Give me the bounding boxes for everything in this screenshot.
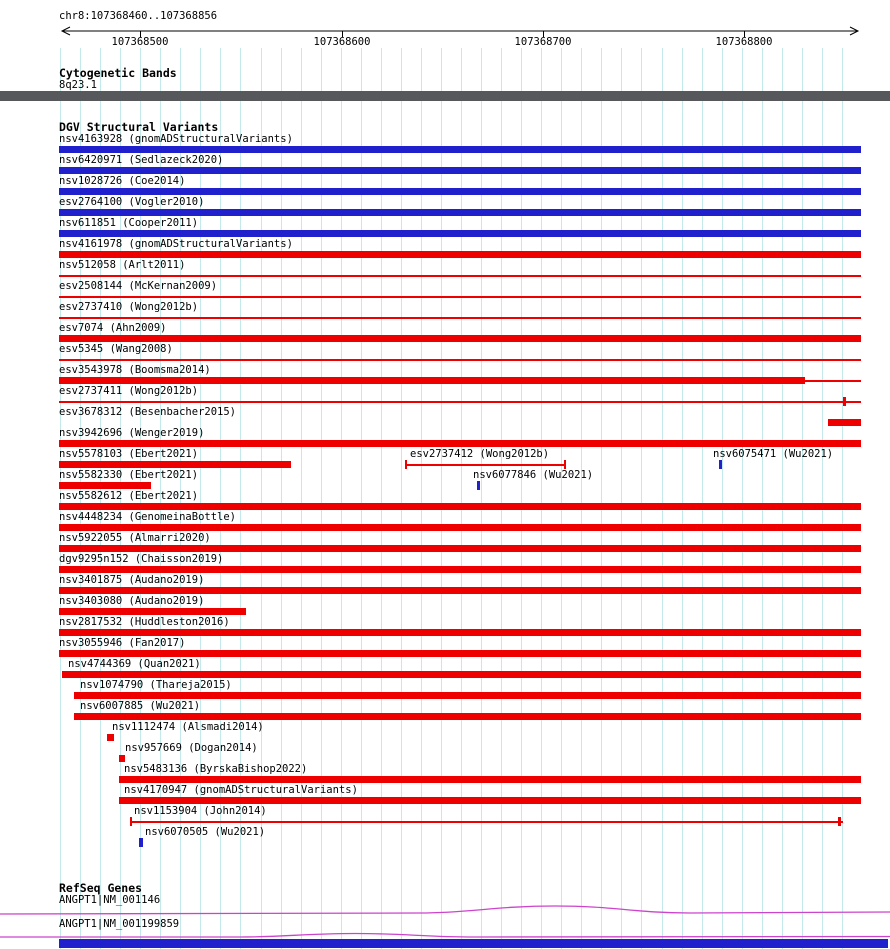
refseq-genes-heading: RefSeq Genes xyxy=(59,881,143,895)
variant-row xyxy=(0,784,890,805)
variant-label[interactable]: esv2737410 (Wong2012b) xyxy=(59,301,199,313)
variant-label[interactable]: nsv5582330 (Ebert2021) xyxy=(59,469,199,481)
variant-bar[interactable] xyxy=(805,380,861,382)
variant-label[interactable]: esv2737411 (Wong2012b) xyxy=(59,385,199,397)
variant-bar[interactable] xyxy=(59,587,861,594)
variant-row xyxy=(0,742,890,763)
variant-label[interactable]: nsv1028726 (Coe2014) xyxy=(59,175,186,187)
variant-row xyxy=(0,259,890,280)
variant-row xyxy=(0,217,890,238)
variant-row xyxy=(0,448,890,469)
variant-point-marker[interactable] xyxy=(719,460,722,469)
variant-label[interactable]: nsv1074790 (Thareja2015) xyxy=(80,679,232,691)
variant-row xyxy=(0,511,890,532)
variant-row xyxy=(0,490,890,511)
variant-row xyxy=(0,364,890,385)
variant-point-marker[interactable] xyxy=(477,481,480,490)
variant-row xyxy=(0,805,890,826)
variant-bar[interactable] xyxy=(59,566,861,573)
variant-label[interactable]: nsv1112474 (Alsmadi2014) xyxy=(112,721,264,733)
ruler-tick-label: 107368800 xyxy=(715,36,773,48)
variant-row xyxy=(0,343,890,364)
gene-track xyxy=(0,900,890,920)
variant-label[interactable]: esv2737412 (Wong2012b) xyxy=(410,448,550,460)
variant-bar[interactable] xyxy=(59,188,861,195)
variant-row xyxy=(0,385,890,406)
variant-label[interactable]: nsv5922055 (Almarri2020) xyxy=(59,532,211,544)
variant-row xyxy=(0,616,890,637)
variant-bar[interactable] xyxy=(59,296,861,298)
variant-row xyxy=(0,553,890,574)
variant-bar[interactable] xyxy=(828,419,861,426)
variant-bar[interactable] xyxy=(119,797,861,804)
gene-label: ANGPT1|NM_001199859 xyxy=(59,918,180,930)
variant-bar[interactable] xyxy=(59,524,861,531)
ruler-tick-label: 107368600 xyxy=(313,36,371,48)
variant-bar[interactable] xyxy=(59,317,861,319)
variant-label[interactable]: nsv957669 (Dogan2014) xyxy=(125,742,258,754)
variant-row xyxy=(0,637,890,658)
variant-bar[interactable] xyxy=(130,821,843,823)
variant-row xyxy=(0,574,890,595)
cytoband-bar xyxy=(0,91,890,101)
variant-label[interactable]: esv3543978 (Boomsma2014) xyxy=(59,364,211,376)
variant-row xyxy=(0,469,890,490)
variant-bar[interactable] xyxy=(107,734,114,741)
variant-label[interactable]: nsv611851 (Cooper2011) xyxy=(59,217,199,229)
variant-label[interactable]: nsv5483136 (ByrskaBishop2022) xyxy=(124,763,308,775)
variant-label[interactable]: nsv4744369 (Quan2021) xyxy=(68,658,201,670)
bottom-blue-bar[interactable] xyxy=(59,939,888,948)
variant-bar[interactable] xyxy=(59,461,291,468)
variant-label[interactable]: nsv6075471 (Wu2021) xyxy=(713,448,834,460)
variant-row xyxy=(0,154,890,175)
variant-bar[interactable] xyxy=(59,209,861,216)
variant-label[interactable]: nsv6070505 (Wu2021) xyxy=(145,826,266,838)
variant-bar[interactable] xyxy=(59,629,861,636)
variant-label[interactable]: esv2764100 (Vogler2010) xyxy=(59,196,205,208)
variant-label[interactable]: nsv5578103 (Ebert2021) xyxy=(59,448,199,460)
variant-label[interactable]: nsv1153904 (John2014) xyxy=(134,805,267,817)
variant-point-marker[interactable] xyxy=(564,460,566,469)
variant-row xyxy=(0,280,890,301)
variant-bar[interactable] xyxy=(59,146,861,153)
variant-row xyxy=(0,427,890,448)
variant-bar[interactable] xyxy=(119,755,125,762)
variant-bar[interactable] xyxy=(59,377,805,384)
variant-row xyxy=(0,238,890,259)
variant-bar[interactable] xyxy=(59,275,861,277)
gene-label: ANGPT1|NM_001146 xyxy=(59,894,161,906)
variant-bar[interactable] xyxy=(405,464,566,466)
variant-bar[interactable] xyxy=(59,650,861,657)
variant-point-marker[interactable] xyxy=(139,838,143,847)
variant-label[interactable]: nsv512058 (Arlt2011) xyxy=(59,259,186,271)
variant-label[interactable]: nsv4170947 (gnomADStructuralVariants) xyxy=(124,784,358,796)
dgv-rows xyxy=(0,133,890,847)
variant-label[interactable]: nsv3401875 (Audano2019) xyxy=(59,574,205,586)
variant-bar[interactable] xyxy=(59,440,861,447)
cytoband-label: 8q23.1 xyxy=(59,79,97,91)
variant-row xyxy=(0,763,890,784)
dgv-structural-variants-heading: DGV Structural Variants xyxy=(59,120,219,134)
coordinate-ruler[interactable] xyxy=(0,24,890,50)
variant-label[interactable]: nsv3055946 (Fan2017) xyxy=(59,637,186,649)
variant-bar[interactable] xyxy=(119,776,861,783)
variant-row xyxy=(0,406,890,427)
variant-bar[interactable] xyxy=(62,671,861,678)
variant-label[interactable]: nsv4448234 (GenomeinaBottle) xyxy=(59,511,237,523)
variant-label[interactable]: nsv6077846 (Wu2021) xyxy=(473,469,594,481)
variant-bar[interactable] xyxy=(59,251,861,258)
variant-row xyxy=(0,658,890,679)
variant-bar[interactable] xyxy=(59,335,861,342)
variant-bar[interactable] xyxy=(59,230,861,237)
region-title: chr8:107368460..107368856 xyxy=(59,10,218,22)
variant-label[interactable]: nsv3942696 (Wenger2019) xyxy=(59,427,205,439)
variant-bar[interactable] xyxy=(59,167,861,174)
variant-bar[interactable] xyxy=(59,359,861,361)
ruler-tick-label: 107368700 xyxy=(514,36,572,48)
gene-line[interactable] xyxy=(0,934,890,938)
variant-row xyxy=(0,532,890,553)
variant-label[interactable]: nsv6420971 (Sedlazeck2020) xyxy=(59,154,224,166)
variant-row xyxy=(0,679,890,700)
variant-label[interactable]: nsv3403080 (Audano2019) xyxy=(59,595,205,607)
variant-label[interactable]: nsv5582612 (Ebert2021) xyxy=(59,490,199,502)
variant-label[interactable]: dgv9295n152 (Chaisson2019) xyxy=(59,553,224,565)
variant-row xyxy=(0,301,890,322)
variant-row xyxy=(0,196,890,217)
variant-bar[interactable] xyxy=(59,608,246,615)
variant-label[interactable]: nsv4163928 (gnomADStructuralVariants) xyxy=(59,133,293,145)
variant-row xyxy=(0,700,890,721)
variant-point-marker[interactable] xyxy=(843,397,846,406)
variant-label[interactable]: nsv6007885 (Wu2021) xyxy=(80,700,201,712)
variant-row xyxy=(0,175,890,196)
variant-bar[interactable] xyxy=(59,482,151,489)
variant-label[interactable]: esv3678312 (Besenbacher2015) xyxy=(59,406,237,418)
variant-bar[interactable] xyxy=(74,692,861,699)
variant-label[interactable]: esv7074 (Ahn2009) xyxy=(59,322,167,334)
variant-row xyxy=(0,133,890,154)
variant-row xyxy=(0,595,890,616)
variant-bar[interactable] xyxy=(74,713,861,720)
variant-point-marker[interactable] xyxy=(838,817,841,826)
variant-label[interactable]: esv5345 (Wang2008) xyxy=(59,343,173,355)
variant-bar[interactable] xyxy=(59,503,861,510)
variant-row xyxy=(0,721,890,742)
variant-bar[interactable] xyxy=(59,545,861,552)
variant-row xyxy=(0,322,890,343)
variant-row xyxy=(0,826,890,847)
ruler-tick-label: 107368500 xyxy=(111,36,169,48)
variant-label[interactable]: nsv2817532 (Huddleston2016) xyxy=(59,616,230,628)
variant-label[interactable]: nsv4161978 (gnomADStructuralVariants) xyxy=(59,238,293,250)
gene-line[interactable] xyxy=(0,906,890,914)
cytogenetic-bands-heading: Cytogenetic Bands xyxy=(59,66,177,80)
variant-bar[interactable] xyxy=(59,401,861,403)
variant-label[interactable]: esv2508144 (McKernan2009) xyxy=(59,280,218,292)
